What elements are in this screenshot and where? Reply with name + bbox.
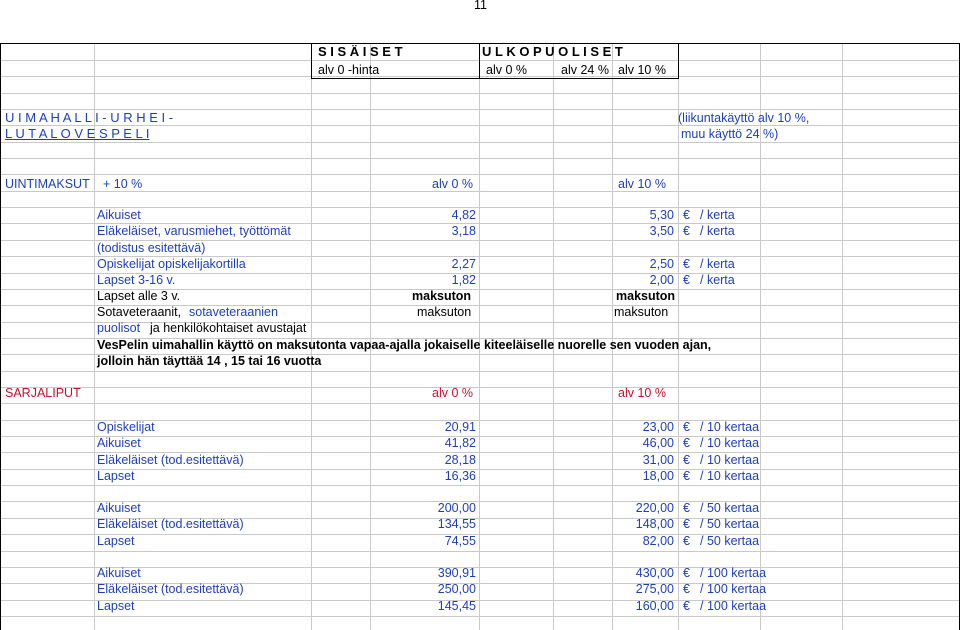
uinti-row-alv10: 2,50 — [649, 256, 674, 271]
header-alv0-hinta: alv 0 -hinta — [318, 63, 380, 77]
header-alv10: alv 10 % — [618, 63, 666, 77]
sarja-row-label: Aikuiset — [97, 566, 141, 580]
sarja-row-alv10: 31,00 — [642, 452, 674, 467]
uinti-row-alv0: 4,82 — [451, 208, 476, 222]
sarja-row-label: Eläkeläiset (tod.esitettävä) — [97, 517, 244, 532]
grid-line — [0, 600, 960, 601]
uinti-row-alv0: 2,27 — [451, 256, 476, 271]
sarja-row-alv10: 160,00 — [635, 598, 674, 613]
puolisot-label-b: ja henkilökohtaiset avustajat — [150, 321, 307, 335]
sarja-row-unit: / 10 kertaa — [700, 468, 760, 483]
grid-line — [311, 78, 679, 79]
euro-icon: € — [683, 468, 690, 483]
euro-icon: € — [683, 533, 690, 548]
uinti-row-unit: / kerta — [700, 208, 735, 222]
sarja-row-alv0: 145,45 — [437, 598, 476, 613]
grid-line — [842, 44, 843, 630]
sotaveteraanit-col1: maksuton — [417, 305, 472, 319]
sarja-row-unit: / 100 kertaa — [700, 566, 767, 580]
grid-line — [311, 43, 312, 79]
euro-icon: € — [683, 420, 690, 434]
grid-line — [479, 43, 480, 79]
grid-line — [0, 158, 960, 159]
grid-line — [0, 567, 960, 568]
uinti-row-label: Lapset 3-16 v. — [97, 273, 176, 288]
grid-line — [0, 60, 960, 61]
uinti-row-unit: / kerta — [700, 256, 735, 271]
sarja-row-alv0: 200,00 — [437, 501, 476, 515]
header-alv24: alv 24 % — [561, 63, 609, 77]
sarja-row-unit: / 50 kertaa — [700, 533, 760, 548]
sarja-row-alv10: 220,00 — [635, 501, 674, 515]
sarja-row-label: Lapset — [97, 598, 135, 613]
sarja-row-unit: / 50 kertaa — [700, 501, 760, 515]
euro-icon: € — [683, 452, 690, 467]
sarja-row-unit: / 10 kertaa — [700, 420, 760, 434]
lapset-alle-label: Lapset alle 3 v. — [97, 289, 181, 303]
uintimaksut-col1-header: alv 0 % — [432, 177, 473, 191]
grid-line — [0, 387, 960, 388]
uinti-row-alv0: 3,18 — [451, 224, 476, 239]
uinti-row-label: Opiskelijat opiskelijakortilla — [97, 256, 246, 271]
grid-line — [0, 436, 960, 437]
sarja-row-alv0: 134,55 — [437, 517, 476, 532]
uinti-row-alv10: 2,00 — [649, 273, 674, 288]
uinti-row-label: (todistus esitettävä) — [97, 240, 206, 255]
uintimaksut-plus: + 10 % — [103, 177, 143, 191]
sarja-row-unit: / 10 kertaa — [700, 452, 760, 467]
sarja-row-label: Opiskelijat — [97, 420, 155, 434]
sarja-row-alv10: 18,00 — [642, 468, 674, 483]
sarja-row-unit: / 100 kertaa — [700, 598, 767, 613]
uintimaksut-title: UINTIMAKSUT — [5, 177, 90, 191]
grid-line — [0, 616, 960, 617]
uinti-row-label: Aikuiset — [97, 208, 141, 222]
grid-line — [0, 469, 960, 470]
euro-icon: € — [683, 566, 690, 580]
grid-line — [678, 43, 679, 79]
sarja-row-alv0: 28,18 — [444, 452, 476, 467]
grid-line — [0, 485, 960, 486]
grid-line — [0, 371, 960, 372]
uinti-row-alv10: 5,30 — [649, 208, 674, 222]
header-alv0: alv 0 % — [486, 63, 527, 77]
section-note-line2: muu käyttö 24 %) — [681, 127, 779, 141]
sarja-row-unit: / 50 kertaa — [700, 517, 760, 532]
sotaveteraanit-label-b: sotaveteraanien — [189, 305, 278, 319]
uinti-row-alv10: 3,50 — [649, 224, 674, 239]
euro-icon: € — [683, 582, 690, 597]
sarja-row-label: Lapset — [97, 533, 135, 548]
uinti-row-label: Eläkeläiset, varusmiehet, työttömät — [97, 224, 291, 239]
sarja-row-alv0: 74,55 — [444, 533, 476, 548]
grid-line — [0, 93, 960, 94]
sarjaliput-col2-header: alv 10 % — [618, 386, 666, 400]
grid-line — [0, 207, 960, 208]
grid-line — [0, 43, 1, 630]
euro-icon: € — [683, 256, 690, 271]
grid-line — [0, 142, 960, 143]
uinti-row-unit: / kerta — [700, 273, 735, 288]
sarja-row-alv0: 390,91 — [437, 566, 476, 580]
uinti-row-unit: / kerta — [700, 224, 735, 239]
grid-line — [0, 191, 960, 192]
sarja-row-unit: / 10 kertaa — [700, 436, 760, 451]
sarja-row-alv0: 41,82 — [444, 436, 476, 451]
header-ulkopuoliset: U L K O P U O L I S E T — [482, 44, 623, 59]
grid-line — [0, 322, 960, 323]
sarja-row-alv0: 250,00 — [437, 582, 476, 597]
sarja-row-alv10: 82,00 — [642, 533, 674, 548]
grid-line — [0, 403, 960, 404]
grid-line — [0, 501, 960, 502]
sarja-row-label: Aikuiset — [97, 501, 141, 515]
uinti-row-alv0: 1,82 — [451, 273, 476, 288]
euro-icon: € — [683, 208, 690, 222]
section-note-line1: (liikuntakäyttö alv 10 %, — [678, 111, 810, 125]
lapset-alle-col2: maksuton — [616, 289, 676, 303]
sarja-row-alv0: 20,91 — [444, 420, 476, 434]
sarja-row-alv10: 23,00 — [642, 420, 674, 434]
sarja-row-alv10: 46,00 — [642, 436, 674, 451]
sarja-row-label: Aikuiset — [97, 436, 141, 451]
grid-line — [0, 43, 960, 44]
sotaveteraanit-col2: maksuton — [614, 305, 669, 319]
euro-icon: € — [683, 224, 690, 239]
sarja-row-label: Eläkeläiset (tod.esitettävä) — [97, 582, 244, 597]
page-number: 11 — [474, 0, 487, 12]
vespeli-note-line1: VesPelin uimahallin käyttö on maksutonta vapaa-ajalla jokaiselle kiteeläiselle nuorelle sen vuoden ajan, — [97, 338, 712, 352]
euro-icon: € — [683, 273, 690, 288]
sarjaliput-col1-header: alv 0 % — [432, 386, 473, 400]
sarja-row-unit: / 100 kertaa — [700, 582, 767, 597]
sarjaliput-title: SARJALIPUT — [5, 386, 81, 400]
header-sisaiset: S I S Ä I S E T — [318, 44, 403, 59]
sarja-row-alv10: 148,00 — [635, 517, 674, 532]
sotaveteraanit-label-a: Sotaveteraanit, — [97, 305, 182, 319]
lapset-alle-col1: maksuton — [412, 289, 472, 303]
sarja-row-label: Eläkeläiset (tod.esitettävä) — [97, 452, 244, 467]
euro-icon: € — [683, 517, 690, 532]
vespeli-note-line2: jolloin hän täyttää 14 , 15 tai 16 vuotta — [97, 354, 322, 368]
puolisot-label-a: puolisot — [97, 321, 141, 335]
grid-line — [0, 551, 960, 552]
grid-line — [0, 174, 960, 175]
grid-line — [0, 534, 960, 535]
section-title-line1: U I M A H A L L I - U R H E I - — [5, 110, 174, 125]
section-title-line2: L U T A L O V E S P E L I — [5, 126, 150, 141]
sarja-row-alv10: 275,00 — [635, 582, 674, 597]
euro-icon: € — [683, 436, 690, 451]
euro-icon: € — [683, 501, 690, 515]
sarja-row-alv10: 430,00 — [635, 566, 674, 580]
euro-icon: € — [683, 598, 690, 613]
sarja-row-label: Lapset — [97, 468, 135, 483]
grid-line — [0, 76, 960, 77]
uintimaksut-col2-header: alv 10 % — [618, 177, 666, 191]
sarja-row-alv0: 16,36 — [444, 468, 476, 483]
